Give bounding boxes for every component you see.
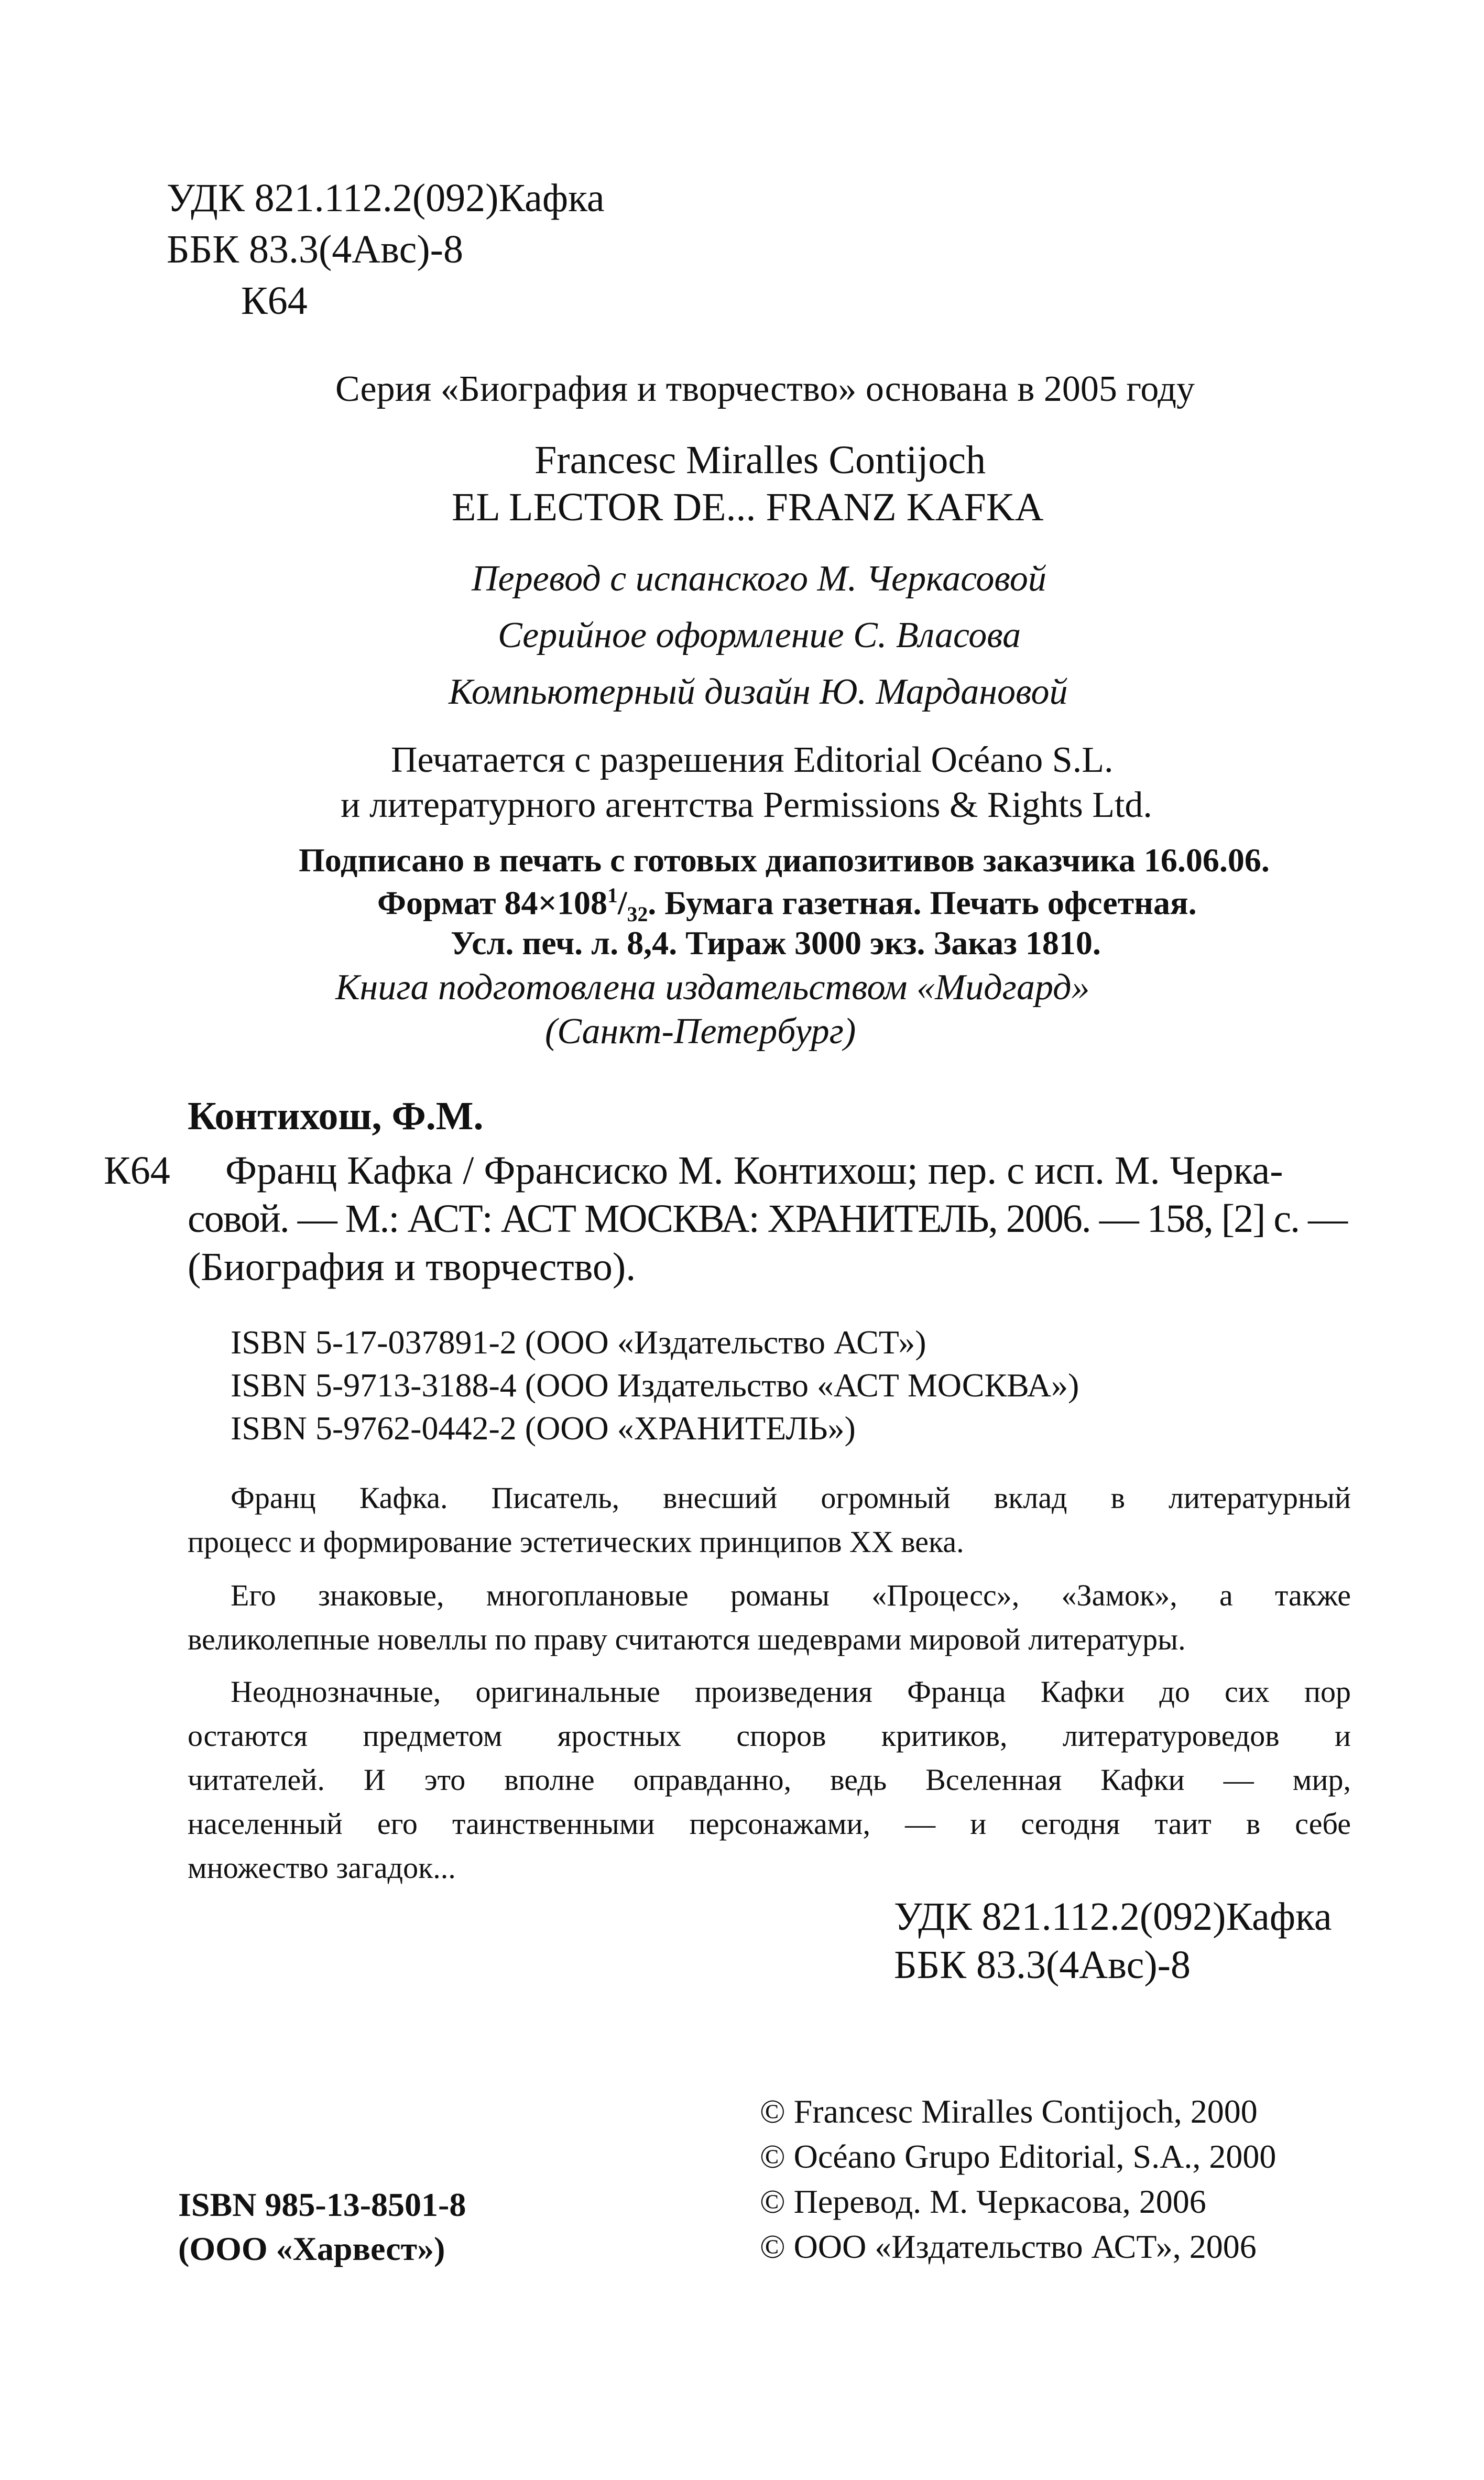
catalog-author: Контихош, Ф.М. [188, 1094, 484, 1138]
annotation-p3-line-3: читателей. И это вполне оправданно, ведь Вселенная Кафки — мир, [188, 1763, 1351, 1797]
catalog-line-2: совой. — М.: АСТ: АСТ МОСКВА: ХРАНИТЕЛЬ, 2006. — 158, [2] с. — [188, 1197, 1347, 1241]
main-isbn-publisher: (ООО «Харвест») [178, 2230, 445, 2267]
annotation-p1-line-1: Франц Кафка. Писатель, внесший огромный вклад в литературный [231, 1481, 1351, 1515]
series-line: Серия «Биография и творчество» основана в 2005 году [335, 369, 1195, 409]
isbn-ast-moskva: ISBN 5-9713-3188-4 (ООО Издательство «АСТ МОСКВА») [231, 1367, 1079, 1404]
author-sign-code: К64 [241, 279, 308, 323]
format-frac-den: 32 [627, 903, 648, 926]
annotation-p1-line-2: процесс и формирование эстетических принципов XX века. [188, 1525, 964, 1559]
prepared-by-line-2: (Санкт-Петербург) [545, 1011, 856, 1052]
copyright-oceano: © Océano Grupo Editorial, S.A., 2000 [760, 2138, 1276, 2175]
print-info-line-3: Усл. печ. л. 8,4. Тираж 3000 экз. Заказ 1810. [451, 924, 1101, 962]
bbk-code: ББК 83.3(4Авс)-8 [167, 227, 463, 271]
annotation-p3-line-1: Неоднозначные, оригинальные произведения Франца Кафки до сих пор [231, 1675, 1351, 1709]
format-frac-num: 1 [607, 884, 618, 907]
print-info-line-2: Формат $84\times 108^1/_{32}$. Бумага газетная. Печать офсетная. [377, 884, 1197, 926]
original-author: Francesc Miralles Contijoch [534, 438, 986, 482]
copyright-ast: © ООО «Издательство АСТ», 2006 [760, 2228, 1257, 2265]
catalog-line-3: (Биография и творчество). [188, 1245, 636, 1289]
main-isbn: ISBN 985-13-8501-8 [178, 2186, 466, 2223]
annotation-p3-line-2: остаются предметом яростных споров критиков, литературоведов и [188, 1719, 1351, 1753]
udk-code: УДК 821.112.2(092)Кафка [167, 176, 605, 220]
permission-line-1: Печатается с разрешения Editorial Océano S.L. [391, 740, 1114, 780]
catalog-code: К64 [104, 1149, 170, 1193]
annotation-p3-line-5: множество загадок... [188, 1851, 456, 1885]
original-title: EL LECTOR DE... FRANZ KAFKA [452, 485, 1044, 529]
print-info-line-1: Подписано в печать с готовых диапозитивов заказчика 16.06.06. [299, 842, 1270, 879]
format-prefix: Формат 84×108 [377, 884, 607, 922]
permission-line-2: и литературного агентства Permissions & Rights Ltd. [341, 785, 1152, 825]
format-suffix: . Бумага газетная. Печать офсетная. [648, 884, 1197, 922]
copyright-translation: © Перевод. М. Черкасова, 2006 [760, 2183, 1206, 2220]
footer-bbk: ББК 83.3(4Авс)-8 [894, 1943, 1191, 1987]
prepared-by-line-1: Книга подготовлена издательством «Мидгард» [335, 967, 1090, 1008]
copyright-author: © Francesc Miralles Contijoch, 2000 [760, 2093, 1258, 2130]
annotation-p3-line-4: населенный его таинственными персонажами, — и сегодня таит в себе [188, 1807, 1351, 1841]
footer-udk: УДК 821.112.2(092)Кафка [894, 1895, 1332, 1939]
annotation-p2-line-2: великолепные новеллы по праву считаются шедеврами мировой литературы. [188, 1622, 1186, 1656]
catalog-line-1: Франц Кафка / Франсиско М. Контихош; пер. с исп. М. Черка- [225, 1149, 1283, 1193]
computer-design-credit: Компьютерный дизайн Ю. Мардановой [449, 672, 1068, 712]
annotation-p2-line-1: Его знаковые, многоплановые романы «Процесс», «Замок», а также [231, 1578, 1351, 1612]
series-design-credit: Серийное оформление С. Власова [498, 615, 1021, 655]
translation-credit: Перевод с испанского М. Черкасовой [472, 559, 1046, 599]
isbn-khranitel: ISBN 5-9762-0442-2 (ООО «ХРАНИТЕЛЬ») [231, 1410, 856, 1447]
isbn-ast: ISBN 5-17-037891-2 (ООО «Издательство АСТ») [231, 1324, 926, 1361]
